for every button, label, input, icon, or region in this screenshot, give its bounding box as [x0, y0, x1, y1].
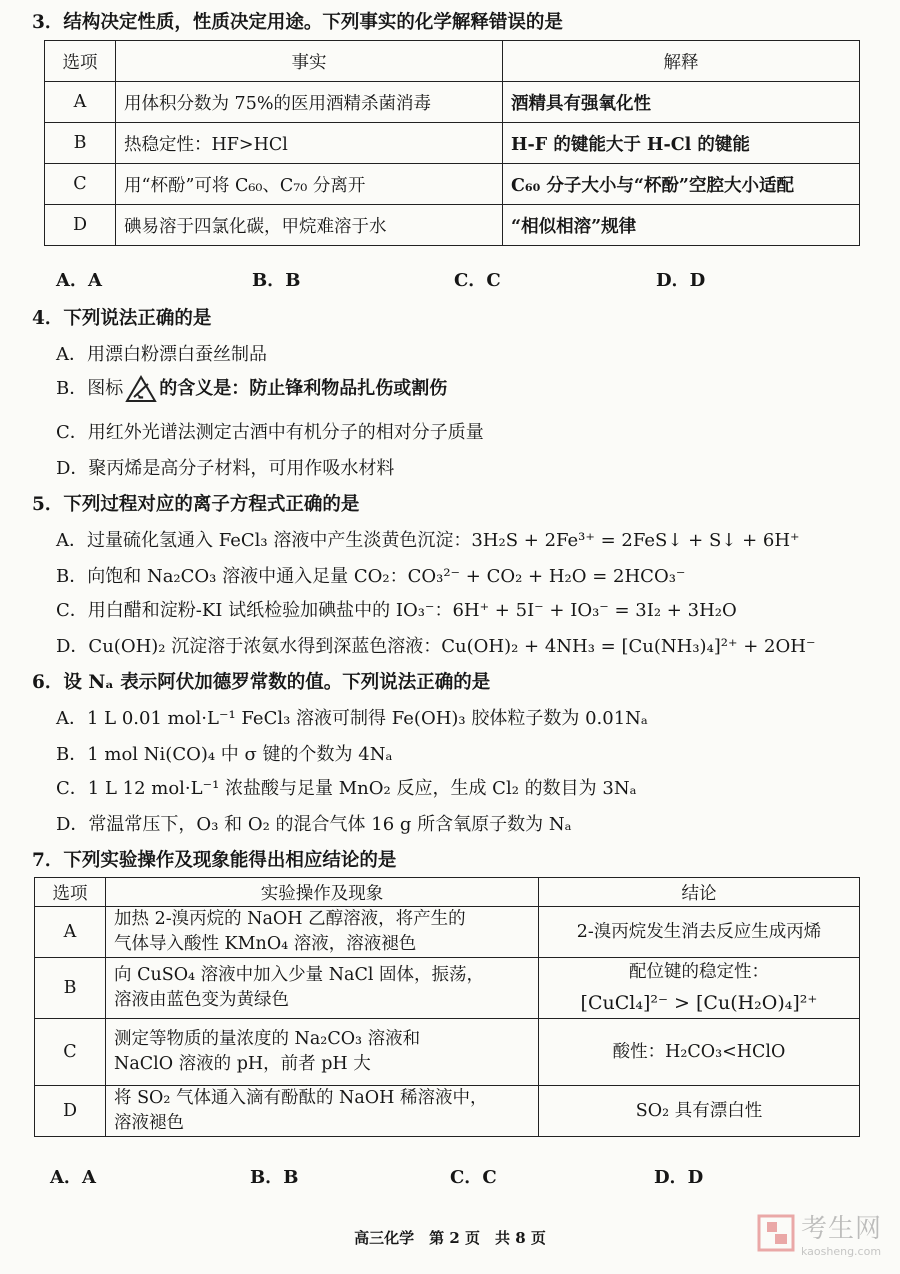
q3-header-fact: 事实 — [116, 41, 503, 82]
table-row — [35, 1086, 860, 1137]
table-row — [45, 123, 860, 164]
q7-row-conclusion: 酸性：H₂CO₃<HClO — [539, 1019, 860, 1086]
page-footer: 高三化学 第 2 页 共 8 页 — [354, 1229, 546, 1247]
q3-header-reason: 解释 — [503, 41, 860, 82]
choice-d[interactable]: D．D — [654, 1167, 704, 1188]
kaosheng-logo-icon — [757, 1214, 795, 1252]
q7-row-conclusion-line1: 配位键的稳定性： — [629, 961, 769, 982]
q5-option-a[interactable]: A．过量硫化氢通入 FeCl₃ 溶液中产生淡黄色沉淀：3H₂S + 2Fe³⁺ = 2FeS↓ + S↓ + 6H⁺ — [56, 530, 800, 551]
q3-row-option: A — [45, 82, 116, 123]
q4-option-d[interactable]: D．聚丙烯是高分子材料，可用作吸水材料 — [56, 458, 395, 479]
table-row — [35, 907, 860, 958]
q7-row-operation-line1: 向 CuSO₄ 溶液中加入少量 NaCl 固体，振荡， — [114, 965, 484, 985]
q4-option-b-prefix: B．图标 — [56, 378, 124, 399]
q4-option-b-suffix: 的含义是：防止锋利物品扎伤或割伤 — [159, 378, 448, 399]
q7-row-operation-line1: 加热 2-溴丙烷的 NaOH 乙醇溶液，将产生的 — [114, 909, 466, 929]
q7-header-conclusion: 结论 — [539, 878, 860, 907]
q4-stem: 4．下列说法正确的是 — [32, 308, 212, 329]
q4-option-b[interactable] — [56, 374, 447, 403]
q7-row-operation-line1: 将 SO₂ 气体通入滴有酚酞的 NaOH 稀溶液中， — [114, 1088, 488, 1108]
sharp-object-warning-icon — [125, 375, 157, 403]
q7-row-option: B — [35, 958, 106, 1019]
choice-a[interactable]: A．A — [56, 270, 102, 291]
q3-row-reason: “相似相溶”规律 — [503, 205, 860, 246]
q5-option-d[interactable]: D．Cu(OH)₂ 沉淀溶于浓氨水得到深蓝色溶液：Cu(OH)₂ + 4NH₃ = [Cu(NH₃)₄]²⁺ + 2OH⁻ — [56, 636, 816, 657]
q3-stem: 3．结构决定性质，性质决定用途。下列事实的化学解释错误的是 — [32, 12, 563, 33]
q7-row-operation-line2: 溶液由蓝色变为黄绿色 — [114, 990, 289, 1010]
choice-d[interactable]: D．D — [656, 270, 706, 291]
q7-row-operation — [106, 1019, 539, 1086]
q7-row-conclusion: SO₂ 具有漂白性 — [539, 1086, 860, 1137]
q6-option-a[interactable]: A．1 L 0.01 mol·L⁻¹ FeCl₃ 溶液可制得 Fe(OH)₃ 胶体粒子数为 0.01Nₐ — [56, 708, 648, 729]
q4-option-a[interactable]: A．用漂白粉漂白蚕丝制品 — [56, 344, 267, 365]
q3-table — [44, 40, 860, 246]
table-row — [35, 958, 860, 1019]
q3-row-fact: 用体积分数为 75%的医用酒精杀菌消毒 — [116, 82, 503, 123]
q7-header-option: 选项 — [35, 878, 106, 907]
q3-row-option: C — [45, 164, 116, 205]
q3-row-reason: C₆₀ 分子大小与“杯酚”空腔大小适配 — [503, 164, 860, 205]
q7-row-conclusion-formula: [CuCl₄]²⁻ > [Cu(H₂O)₄]²⁺ — [580, 991, 818, 1014]
watermark-url: kaosheng.com — [800, 1245, 882, 1258]
q5-option-b[interactable]: B．向饱和 Na₂CO₃ 溶液中通入足量 CO₂：CO₃²⁻ + CO₂ + H₂O = 2HCO₃⁻ — [56, 566, 686, 587]
q5-option-c[interactable]: C．用白醋和淀粉-KI 试纸检验加碘盐中的 IO₃⁻：6H⁺ + 5I⁻ + IO₃⁻ = 3I₂ + 3H₂O — [56, 600, 737, 621]
choice-c[interactable]: C．C — [450, 1167, 497, 1188]
q7-row-operation-line2: NaClO 溶液的 pH，前者 pH 大 — [114, 1054, 371, 1074]
q6-option-c[interactable]: C．1 L 12 mol·L⁻¹ 浓盐酸与足量 MnO₂ 反应，生成 Cl₂ 的数目为 3Nₐ — [56, 778, 637, 799]
q5-stem: 5．下列过程对应的离子方程式正确的是 — [32, 494, 360, 515]
q7-row-operation — [106, 958, 539, 1019]
q3-row-option: B — [45, 123, 116, 164]
q7-row-option: C — [35, 1019, 106, 1086]
q3-header-option: 选项 — [45, 41, 116, 82]
choice-c[interactable]: C．C — [454, 270, 501, 291]
table-row — [35, 1019, 860, 1086]
watermark — [757, 1208, 882, 1258]
q3-row-fact: 热稳定性：HF>HCl — [116, 123, 503, 164]
svg-text:▬: ▬ — [138, 394, 144, 401]
choice-a[interactable]: A．A — [50, 1167, 96, 1188]
q4-option-c[interactable]: C．用红外光谱法测定古酒中有机分子的相对分子质量 — [56, 422, 484, 443]
table-row — [45, 164, 860, 205]
table-row — [45, 205, 860, 246]
q7-stem: 7．下列实验操作及现象能得出相应结论的是 — [32, 850, 397, 871]
q3-row-reason: H-F 的键能大于 H-Cl 的键能 — [503, 123, 860, 164]
q7-row-operation-line2: 溶液褪色 — [114, 1113, 184, 1133]
q7-row-operation — [106, 907, 539, 958]
q3-row-fact: 用“杯酚”可将 C₆₀、C₇₀ 分离开 — [116, 164, 503, 205]
q3-row-option: D — [45, 205, 116, 246]
q6-option-b[interactable]: B．1 mol Ni(CO)₄ 中 σ 键的个数为 4Nₐ — [56, 744, 393, 765]
choice-b[interactable]: B．B — [252, 270, 301, 291]
table-row — [45, 82, 860, 123]
q6-option-d[interactable]: D．常温常压下，O₃ 和 O₂ 的混合气体 16 g 所含氧原子数为 Nₐ — [56, 814, 572, 835]
q7-row-operation — [106, 1086, 539, 1137]
q3-row-reason: 酒精具有强氧化性 — [503, 82, 860, 123]
q7-row-option: D — [35, 1086, 106, 1137]
q7-row-operation-line1: 测定等物质的量浓度的 Na₂CO₃ 溶液和 — [114, 1029, 421, 1049]
q7-row-conclusion — [539, 958, 860, 1019]
watermark-name: 考生网 — [800, 1214, 882, 1244]
q7-header-operation: 实验操作及现象 — [106, 878, 539, 907]
q7-row-option: A — [35, 907, 106, 958]
q7-row-operation-line2: 气体导入酸性 KMnO₄ 溶液，溶液褪色 — [114, 934, 417, 954]
q7-row-conclusion: 2-溴丙烷发生消去反应生成丙烯 — [539, 907, 860, 958]
choice-b[interactable]: B．B — [250, 1167, 299, 1188]
q7-table — [34, 877, 860, 1137]
q6-stem: 6．设 Nₐ 表示阿伏加德罗常数的值。下列说法正确的是 — [32, 672, 491, 693]
q3-row-fact: 碘易溶于四氯化碳，甲烷难溶于水 — [116, 205, 503, 246]
